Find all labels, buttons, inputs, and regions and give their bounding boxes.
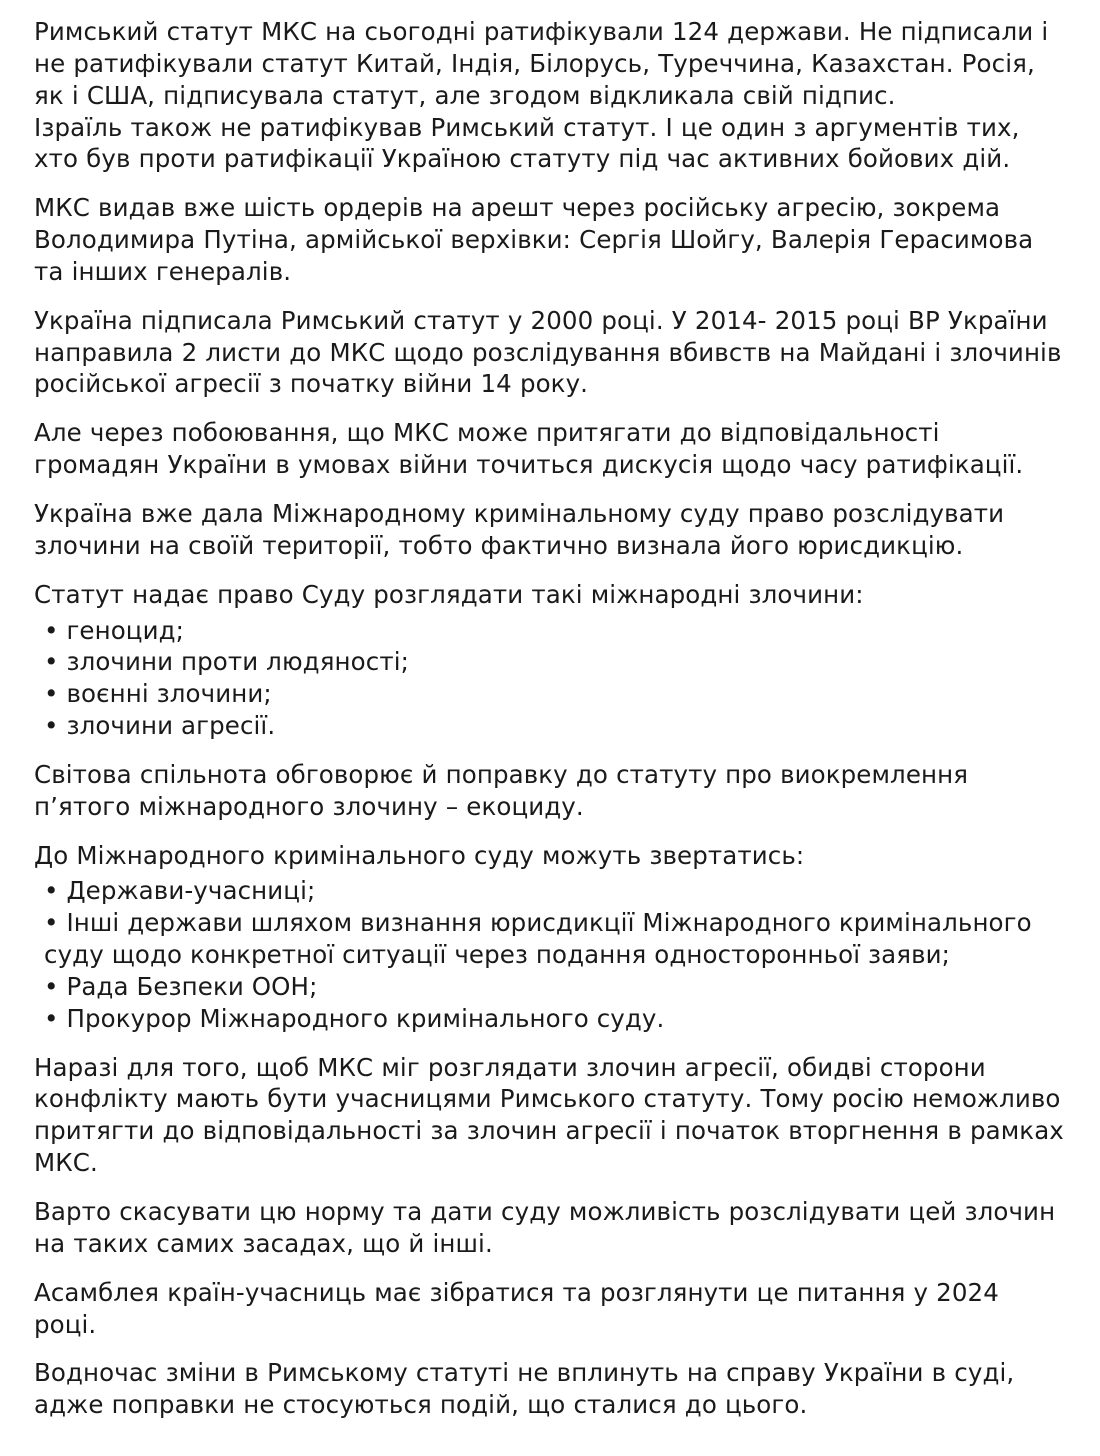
list-item: • злочини проти людяності;	[44, 647, 409, 677]
paragraph-arrest-warrants: МКС видав вже шість ордерів на арешт через російську агресію, зокрема Володимира Путіна, армійської верхівки: Сергія Шойгу, Валерія Герасимова та інших генералів.	[34, 193, 1034, 286]
paragraph-referrals-lead-in: До Міжнародного кримінального суду можуть звертатись:	[34, 840, 805, 870]
list-item: • воєнні злочини;	[44, 679, 272, 709]
list-item: • злочини агресії.	[44, 711, 276, 741]
paragraph-aggression-both-parties: Наразі для того, щоб МКС міг розглядати злочин агресії, обидві сторони конфлікту мають бути учасницями Римського статуту. Тому росію неможливо притягти до відповідальності за злочин агресії і початок вторгнення в рамках МКС.	[34, 1052, 1064, 1178]
paragraph-jurisdiction-recognized: Україна вже дала Міжнародному кримінальному суду право розслідувати злочини на своїй території, тобто фактично визнала його юрисдикцію.	[34, 498, 1005, 560]
list-item: • Прокурор Міжнародного кримінального суду.	[44, 1003, 665, 1033]
paragraph-ecocide: Світова спільнота обговорює й поправку до статуту про виокремлення п’ятого міжнародного злочину – екоциду.	[34, 759, 969, 821]
referrals-list	[34, 875, 1066, 1034]
list-item: • Рада Безпеки ООН;	[44, 971, 318, 1001]
paragraph-israel: Ізраїль також не ратифікував Римський статут. І це один з аргументів тих, хто був проти ратифікації Україною статуту під час активних бойових дій.	[34, 112, 1020, 174]
paragraph-ratification-count: Римський статут МКС на сьогодні ратифікували 124 держави. Не підписали і не ратифікували статут Китай, Індія, Білорусь, Туреччина, Казахстан. Росія, як і США, підписувала статут, але згодом відкликала свій підпис.	[34, 17, 1049, 110]
crimes-list	[34, 615, 1066, 742]
paragraph-discussion-fears: Але через побоювання, що МКС може притягати до відповідальності громадян України в умовах війни точиться дискусія щодо часу ратифікації.	[34, 418, 1024, 480]
paragraph-assembly-2024: Асамблея країн-учасниць має зібратися та розглянути це питання у 2024 році.	[34, 1277, 999, 1339]
paragraph-abolish-norm: Варто скасувати цю норму та дати суду можливість розслідувати цей злочин на таких самих засадах, що й інші.	[34, 1197, 1056, 1258]
paragraph-crimes-lead-in: Статут надає право Суду розглядати такі міжнародні злочини:	[34, 579, 864, 609]
list-item: • геноцид;	[44, 615, 184, 645]
paragraph-ukraine-signed: Україна підписала Римський статут у 2000 році. У 2014- 2015 році ВР України направила 2 листи до МКС щодо розслідування вбивств на Майдані і злочинів російської агресії з початку війни 14 року.	[34, 305, 1062, 399]
paragraph-amendments-no-effect: Водночас зміни в Римському статуті не вплинуть на справу України в суді, адже поправки не стосуються подій, що сталися до цього.	[34, 1358, 1015, 1420]
list-item: • Держави-учасниці;	[44, 876, 316, 906]
list-item: • Інші держави шляхом визнання юрисдикції Міжнародного кримінального суду щодо конкретної ситуації через подання односторонньої заяви;	[44, 908, 1032, 970]
